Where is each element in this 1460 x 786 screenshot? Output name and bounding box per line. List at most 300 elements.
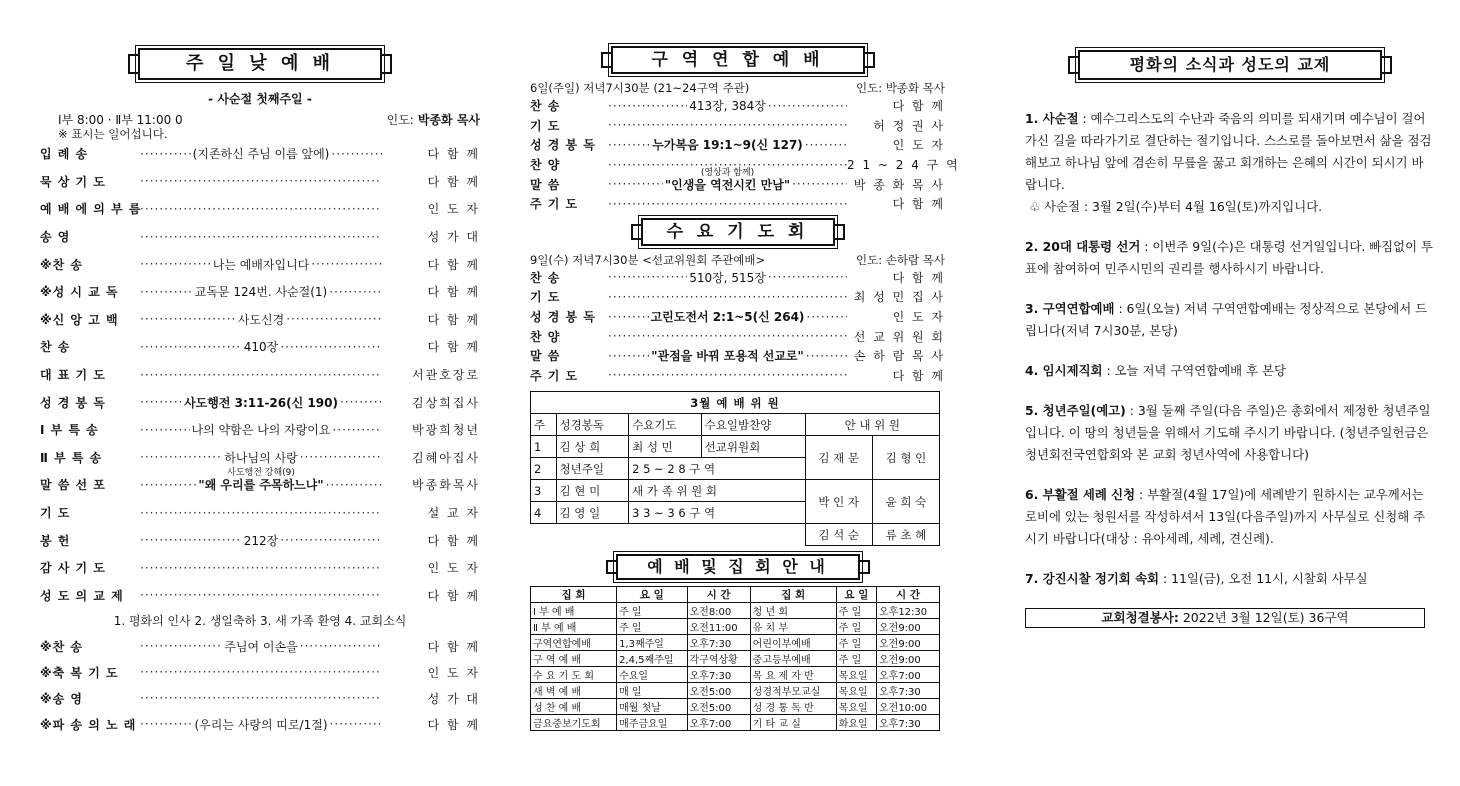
order-label: 기 도 [40, 506, 71, 521]
duty-cell: 청년주일 [556, 458, 629, 480]
order-label: 성 경 봉 독 [530, 138, 596, 153]
news-title-text: 청년주일(예고) [1042, 403, 1126, 418]
closing-order [40, 633, 480, 737]
order-person: 박 종 화 목 사 [853, 177, 946, 192]
order-label: ※성 시 교 독 [40, 285, 119, 300]
news-item [1025, 400, 1435, 466]
order-content: 누가복음 19:1~9(신 127) [652, 138, 803, 153]
news-item [1025, 108, 1435, 196]
duty-title: 3월 예 배 위 원 [531, 392, 940, 414]
order-row [40, 554, 480, 582]
leader-dots [326, 478, 382, 492]
leader-dots [140, 717, 193, 731]
usher-cell: 김 석 순 [805, 524, 872, 546]
order-of-worship [40, 140, 480, 609]
order-person: 박광희청년 [412, 423, 480, 438]
order-row [40, 306, 480, 334]
leader-dots [311, 257, 382, 271]
schedule-cell: 주 일 [617, 619, 687, 635]
news-title [1025, 301, 1115, 316]
schedule-cell: 구역연합예배 [531, 635, 617, 651]
order-person: 다 함 께 [427, 588, 480, 603]
order-content: (우리는 사랑의 띠로/1절) [194, 717, 328, 732]
schedule-cell: 1,3째주일 [617, 635, 687, 651]
order-label: 찬 양 [530, 158, 561, 173]
schedule-row [531, 683, 940, 699]
wednesday-date: 9일(수) 저녁7시30분 <선교위원회 주관예배> [530, 252, 766, 267]
order-content: "왜 우리를 주목하느냐" [198, 478, 324, 493]
leader-dots [140, 450, 222, 464]
leader-dots [608, 329, 847, 343]
news-title [1025, 487, 1135, 502]
schedule-cell: 2,4,5째주일 [617, 651, 687, 667]
district-leader: 인도: 박종화 목사 [856, 81, 945, 95]
order-label: 기 도 [530, 290, 561, 305]
schedule-cell: 목요일 [836, 699, 876, 715]
schedule-header: 요 일 [617, 587, 687, 603]
order-row [40, 223, 480, 251]
news-number: 2. [1025, 239, 1039, 254]
schedule-cell: 오전11:00 [687, 619, 750, 635]
leader-dots [331, 147, 382, 161]
leader-dots [608, 290, 847, 304]
schedule-cell: 오후12:30 [877, 603, 940, 619]
order-row [530, 287, 945, 307]
news-title-text: 20대 대통령 선거 [1042, 239, 1141, 254]
order-person: 인 도 자 [427, 665, 480, 680]
news-number: 5. [1025, 403, 1039, 418]
order-row [530, 96, 945, 116]
order-content: 사도신경 [237, 312, 285, 327]
district-order [530, 96, 960, 214]
order-person: 다 함 께 [892, 99, 945, 114]
order-row [40, 633, 480, 659]
news-extra: ♧ 사순절 : 3월 2일(수)부터 4월 16일(토)까지입니다. [1029, 199, 1323, 214]
schedule-cell: 오후7:30 [687, 635, 750, 651]
usher-cell: 김 형 인 [872, 436, 939, 480]
usher-cell: 김 재 문 [805, 436, 872, 480]
order-content: 212장 [243, 533, 279, 548]
leader-dots [340, 395, 382, 409]
sunday-worship-banner: 주 일 낮 예 배 [138, 48, 382, 80]
news-number: 6. [1025, 487, 1039, 502]
news-title-text: 임시제직회 [1042, 363, 1103, 378]
order-label: 성 경 봉 독 [530, 310, 596, 325]
schedule-cell: 성경적부모교실 [750, 683, 836, 699]
order-label: Ⅰ 부 특 송 [40, 423, 99, 438]
duty-row [531, 480, 940, 502]
schedule-cell: 주 일 [836, 619, 876, 635]
district-date: 6일(주일) 저녁7시30분 (21~24구역 주관) [530, 81, 750, 95]
order-person: 인 도 자 [427, 561, 480, 576]
order-row [530, 194, 945, 214]
order-person: 다 함 께 [427, 285, 480, 300]
leader-dots [140, 665, 382, 679]
order-person: 다 함 께 [427, 639, 480, 654]
schedule-cell: 오전5:00 [687, 699, 750, 715]
schedule-cell: 금요중보기도회 [531, 715, 617, 731]
order-label: 주 기 도 [530, 368, 579, 383]
schedule-cell: 어린이부예배 [750, 635, 836, 651]
news-item [1025, 360, 1435, 382]
schedule-cell: 주 일 [617, 603, 687, 619]
leader-dots [608, 349, 649, 363]
order-person: 2 1 ~ 2 4 구 역 [847, 158, 960, 173]
duty-header: 안 내 위 원 [805, 414, 939, 436]
schedule-row [531, 651, 940, 667]
schedule-cell: 오전9:00 [877, 651, 940, 667]
news-title [1025, 403, 1126, 418]
leader-dots [608, 310, 649, 324]
order-content: 510장, 515장 [689, 270, 766, 285]
service-times: Ⅰ부 8:00 · Ⅱ부 11:00 0 [58, 113, 183, 127]
leader-dots [608, 138, 650, 152]
order-label: ※찬 송 [40, 257, 84, 272]
leader-dots [140, 312, 236, 326]
schedule-cell: 성 경 통 독 반 [750, 699, 836, 715]
leader-dots [140, 395, 182, 409]
duty-header: 수요일밤찬양 [701, 414, 805, 436]
duty-cell: 2 [531, 458, 557, 480]
leader-dots [140, 478, 196, 492]
schedule-cell: 목 요 제 자 반 [750, 667, 836, 683]
leader-name: 박종화 목사 [417, 113, 480, 127]
order-content: 사도행전 3:11-26(신 190) [184, 395, 338, 410]
leader-dots [140, 368, 382, 382]
duty-row [531, 436, 940, 458]
order-row [40, 250, 480, 278]
leader-dots [140, 257, 211, 271]
leader-dots [140, 639, 222, 653]
news-item [1025, 236, 1435, 280]
order-label: 대 표 기 도 [40, 368, 106, 383]
leader-dots [280, 340, 382, 354]
schedule-cell: 주 일 [836, 635, 876, 651]
duty-header-row [531, 414, 940, 436]
order-row [40, 468, 481, 499]
order-label: Ⅱ 부 특 송 [40, 450, 103, 465]
news-title-text: 구역연합예배 [1042, 301, 1115, 316]
order-row [530, 116, 945, 136]
order-row [40, 582, 480, 610]
order-person: 인 도 자 [892, 138, 945, 153]
order-label: ※찬 송 [40, 639, 84, 654]
leader-dots [140, 561, 382, 575]
news-title-text: 부활절 세례 신청 [1042, 487, 1136, 502]
church-news-banner: 평화의 소식과 성도의 교제 [1078, 50, 1382, 80]
order-label: 말 씀 선 포 [40, 478, 106, 493]
schedule-cell: 중고등부예배 [750, 651, 836, 667]
order-person: 다 함 께 [892, 368, 945, 383]
order-label: 말 씀 [530, 177, 561, 192]
order-person: 인 도 자 [892, 310, 946, 325]
order-label: 감 사 기 도 [40, 561, 106, 576]
leader-dots [332, 423, 382, 437]
order-person: 다 함 께 [427, 340, 480, 355]
schedule-cell: 구 역 예 배 [531, 651, 617, 667]
sunday-subtitle: - 사순절 첫째주일 - [208, 92, 312, 106]
order-content: "관점을 바꿔 포용적 선교로" [651, 349, 804, 364]
order-row [40, 140, 480, 168]
order-person: 다 함 께 [892, 197, 945, 212]
order-label: 성 경 봉 독 [40, 395, 106, 410]
order-label: ※신 앙 고 백 [40, 312, 119, 327]
news-list [1025, 108, 1435, 590]
order-person: 박종화목사 [412, 478, 481, 493]
wednesday-leader: 인도: 손하람 목사 [856, 252, 945, 267]
schedule-cell: 매월 첫날 [617, 699, 687, 715]
order-row [40, 361, 480, 389]
schedule-banner: 예 배 및 집 회 안 내 [616, 554, 860, 580]
schedule-header: 요 일 [836, 587, 876, 603]
order-row [40, 711, 480, 737]
duty-cell: 김 상 희 [556, 436, 629, 458]
duty-cell: 김 현 미 [556, 480, 629, 502]
order-person: 허 정 권 사 [873, 118, 945, 133]
schedule-header: 집 회 [531, 587, 617, 603]
leader-dots [806, 310, 847, 324]
schedule-cell: 매주금요일 [617, 715, 687, 731]
duty-header: 주 [531, 414, 557, 436]
order-person: 서관호장로 [412, 368, 480, 383]
leader-dots [140, 174, 382, 188]
leader-dots [806, 349, 847, 363]
leader-dots [805, 138, 847, 152]
schedule-cell: 오전8:00 [687, 603, 750, 619]
schedule-header: 시 간 [877, 587, 940, 603]
duty-cell: 새 가 족 위 원 회 [629, 480, 805, 502]
news-body: : 오늘 저녁 구역연합예배 후 본당 [1102, 363, 1286, 378]
order-content: 주님여 이손을 [224, 639, 298, 654]
order-row [40, 416, 480, 444]
order-person: 다 함 께 [427, 717, 480, 732]
news-title [1025, 111, 1079, 126]
order-label: 입 례 송 [40, 147, 89, 162]
leader-dots [280, 533, 382, 547]
schedule-cell: 오후7:00 [687, 715, 750, 731]
order-person: 손 하 람 목 사 [853, 349, 945, 364]
duty-cell: 3 [531, 480, 557, 502]
schedule-row [531, 667, 940, 683]
leader-dots [300, 639, 382, 653]
news-body: : 예수그리스도의 수난과 죽음의 의미를 되새기며 예수님이 걸어가신 길을 따라가기로 결단하는 절기입니다. 스스로를 돌아보면서 삶을 점검해보고 하나님 앞에 겸손히 무릎을 꿇고 회개하는 은혜의 시간이 되시기 바랍니다. [1025, 111, 1432, 192]
duty-header: 성경봉독 [556, 414, 629, 436]
usher-cell: 윤 희 숙 [872, 480, 939, 524]
leader-dots [140, 423, 190, 437]
order-label: 묵 상 기 도 [40, 174, 106, 189]
schedule-cell: 목요일 [836, 667, 876, 683]
schedule-cell: 화요일 [836, 715, 876, 731]
leader-dots [140, 506, 382, 520]
order-label: 찬 송 [40, 340, 71, 355]
order-person: 성 가 대 [427, 691, 480, 706]
order-label: 기 도 [530, 118, 561, 133]
wednesday-prayer-banner: 수 요 기 도 회 [641, 218, 835, 246]
order-row [40, 526, 480, 554]
duty-cell: 3 3 ~ 3 6 구 역 [629, 502, 805, 524]
leader-dots [329, 285, 382, 299]
leader-dots [792, 177, 847, 191]
order-row [40, 388, 480, 416]
leader-dots [300, 450, 382, 464]
cleaning-label: 교회청결봉사: [1101, 610, 1179, 625]
leader-dots [608, 99, 687, 113]
wednesday-order [530, 268, 945, 386]
order-label: 예 배 에 의 부 름 [40, 202, 142, 217]
usher-cell: 박 인 자 [805, 480, 872, 524]
schedule-cell: 오전9:00 [877, 619, 940, 635]
schedule-row [531, 635, 940, 651]
schedule-cell: 오후7:00 [877, 667, 940, 683]
order-person: 다 함 께 [427, 257, 480, 272]
schedule-cell: 오전10:00 [877, 699, 940, 715]
duty-cell: 최 성 민 [629, 436, 702, 458]
schedule-cell: 오후7:30 [877, 683, 940, 699]
leader-dots [140, 230, 382, 244]
schedule-cell: Ⅱ 부 예 배 [531, 619, 617, 635]
news-title [1025, 571, 1159, 586]
leader-dots [768, 270, 847, 284]
order-row [530, 307, 945, 327]
order-row [40, 168, 480, 196]
schedule-cell: 주 일 [836, 651, 876, 667]
order-content: 교독문 124번. 사순절(1) [194, 285, 328, 300]
schedule-cell: 오전9:00 [877, 635, 940, 651]
order-label: ※파 송 의 노 래 [40, 717, 137, 732]
order-person: 인 도 자 [427, 202, 480, 217]
schedule-row [531, 603, 940, 619]
news-body: : 부활절(4월 17일)에 세례받기 원하시는 교우께서는 로비에 있는 청원서를 작성하셔서 13일(다음주일)까지 사무실로 신청해 주시기 바랍니다(대상 : 유아세례, 세례, 견신례). [1025, 487, 1426, 546]
order-row [40, 195, 480, 223]
order-person: 다 함 께 [427, 533, 480, 548]
order-person: 다 함 께 [427, 312, 480, 327]
order-label: 주 기 도 [530, 197, 579, 212]
news-body: : 11일(금), 오전 11시, 시찰회 사무실 [1159, 571, 1368, 586]
duty-cell: 1 [531, 436, 557, 458]
weekday-section [530, 0, 960, 731]
schedule-header: 시 간 [687, 587, 750, 603]
schedule-header: 집 회 [750, 587, 836, 603]
schedule-cell: 목요일 [836, 683, 876, 699]
leader-dots [608, 368, 847, 382]
schedule-cell: 새 벽 예 배 [531, 683, 617, 699]
leader-dots [608, 197, 847, 211]
leader-dots [286, 312, 382, 326]
duty-header: 수요기도 [629, 414, 702, 436]
order-person: 성 가 대 [427, 230, 480, 245]
leader-dots [768, 99, 847, 113]
order-content: "인생을 역전시킨 만남" [664, 177, 791, 192]
order-row [530, 268, 945, 288]
duty-table [530, 391, 940, 546]
order-label: 찬 양 [530, 329, 561, 344]
leader-dots [330, 717, 383, 731]
order-label: 찬 송 [530, 99, 561, 114]
order-label: 성 도 의 교 제 [40, 588, 124, 603]
news-title [1025, 363, 1103, 378]
order-row [530, 346, 945, 366]
news-item [1025, 568, 1435, 590]
order-person: 최 성 민 집 사 [853, 290, 945, 305]
order-content: 413장, 384장 [689, 99, 766, 114]
district-worship-banner: 구 역 연 합 예 배 [611, 46, 865, 74]
order-row [530, 135, 945, 155]
order-content: 고린도전서 2:1~5(신 264) [650, 310, 805, 325]
leader-dots [140, 533, 242, 547]
church-news-section [1025, 0, 1435, 628]
leader-dots [140, 202, 382, 216]
leader-dots [140, 588, 382, 602]
news-number: 3. [1025, 301, 1039, 316]
order-row [530, 366, 945, 386]
times-row [40, 111, 480, 128]
order-content: 나는 예배자입니다 [212, 257, 310, 272]
standing-note: ※ 표시는 일어섭니다. [58, 127, 168, 141]
order-person: 김상희집사 [412, 395, 480, 410]
schedule-header-row [531, 587, 940, 603]
leader-dots [608, 118, 847, 132]
duty-row [531, 524, 940, 546]
schedule-cell: 수요일 [617, 667, 687, 683]
order-person: 설 교 자 [427, 506, 480, 521]
news-body: : 3월 둘째 주일(다음 주일)은 총회에서 제정한 청년주일입니다. 이 땅의 청년들을 위해서 기도해 주시기 바랍니다. (청년주일헌금은 청년회전국연합회와 본 교회 청년사역에 사용합니다) [1025, 403, 1431, 462]
wednesday-header [530, 252, 945, 268]
announcements-line: 1. 평화의 인사 2. 생일축하 3. 새 가족 환영 4. 교회소식 [113, 614, 407, 629]
order-person: 선 교 위 원 회 [853, 329, 945, 344]
district-header [530, 80, 945, 96]
order-label: 송 영 [40, 230, 71, 245]
schedule-cell: 기 타 교 실 [750, 715, 836, 731]
duty-cell: 2 5 ~ 2 8 구 역 [629, 458, 805, 480]
leader-label: 인도: [386, 113, 414, 127]
news-body: : 6일(오늘) 저녁 구역연합예배는 정상적으로 본당에서 드립니다(저녁 7시30분, 본당) [1025, 301, 1428, 338]
news-body: : 이번주 9일(수)은 대통령 선거일입니다. 빠짐없이 투표에 참여하여 민주시민의 권리를 행사하시기 바랍니다. [1025, 239, 1433, 276]
news-number: 7. [1025, 571, 1039, 586]
duty-cell: 4 [531, 502, 557, 524]
leader-dots [608, 177, 663, 191]
schedule-row [531, 699, 940, 715]
order-row [40, 278, 480, 306]
schedule-cell: 성 찬 예 배 [531, 699, 617, 715]
duty-cell: 김 영 일 [556, 502, 629, 524]
schedule-cell: 오전5:00 [687, 683, 750, 699]
order-person: 다 함 께 [427, 147, 481, 162]
duty-cell: 선교위원회 [701, 436, 805, 458]
schedule-cell: 오후7:30 [877, 715, 940, 731]
schedule-cell: 주 일 [836, 603, 876, 619]
order-content-note: 사도행전 강해(9) [227, 468, 295, 479]
schedule-row [531, 619, 940, 635]
schedule-cell: 유 치 부 [750, 619, 836, 635]
schedule-cell: 매 일 [617, 683, 687, 699]
schedule-row [531, 715, 940, 731]
order-content: 410장 [243, 340, 279, 355]
order-person: 다 함 께 [892, 270, 945, 285]
news-number: 1. [1025, 111, 1039, 126]
order-row [40, 659, 480, 685]
order-row [40, 499, 480, 527]
news-item [1025, 484, 1435, 550]
schedule-cell: 오후7:30 [687, 667, 750, 683]
news-title-text: 강진시찰 정기회 속회 [1042, 571, 1160, 586]
news-number: 4. [1025, 363, 1039, 378]
order-content: 나의 약함은 나의 자랑이요 [191, 423, 331, 438]
schedule-cell: Ⅰ 부 예 배 [531, 603, 617, 619]
leader-dots [140, 285, 193, 299]
schedule-cell: 청 년 회 [750, 603, 836, 619]
order-label: ※송 영 [40, 691, 84, 706]
order-person: 김혜아집사 [412, 450, 480, 465]
